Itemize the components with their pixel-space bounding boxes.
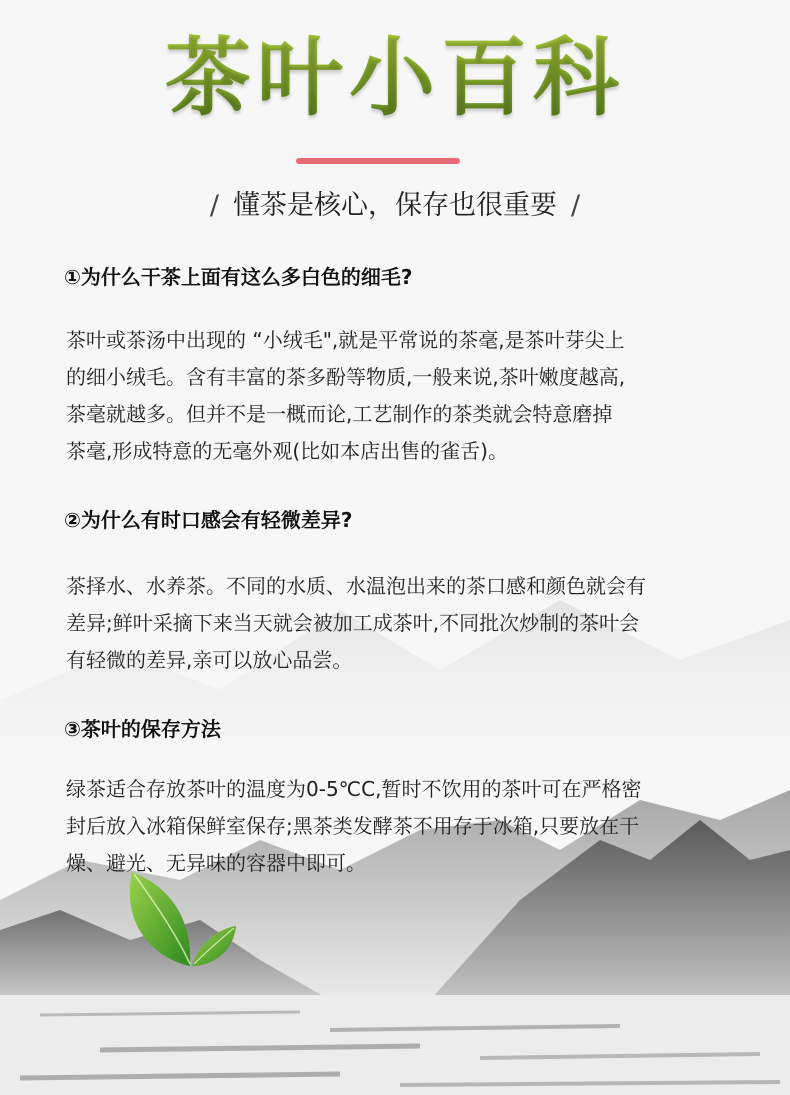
answer-2-paragraph [66, 568, 756, 679]
question-2-heading: ②为什么有时口感会有轻微差异? [64, 508, 353, 532]
page-title: 茶叶小百科 [0, 28, 790, 128]
answer-1-line: 茶毫,形成特意的无毫外观(比如本店出售的雀舌)。 [66, 439, 508, 463]
answer-1-paragraph [66, 322, 756, 470]
title-underline [296, 158, 460, 164]
subtitle [0, 186, 790, 226]
answer-3-line: 封后放入冰箱保鲜室保存;黑茶类发酵茶不用存于冰箱,只要放在干 [66, 814, 640, 838]
subtitle-text: 懂茶是核心，保存也很重要 [233, 190, 557, 221]
answer-1-line: 茶叶或茶汤中出现的 “小绒毛",就是平常说的茶毫,是茶叶芽尖上 [66, 328, 625, 352]
subtitle-slash-left: / [209, 190, 219, 221]
question-1-heading: ①为什么干茶上面有这么多白色的细毛? [64, 265, 413, 289]
answer-3-line: 燥、避光、无异味的容器中即可。 [66, 851, 366, 875]
answer-2-line: 差异;鲜叶采摘下来当天就会被加工成茶叶,不同批次炒制的茶叶会 [66, 611, 640, 635]
answer-1-line: 茶毫就越多。但并不是一概而论,工艺制作的茶类就会特意磨掉 [66, 402, 613, 426]
answer-2-line: 茶择水、水养茶。不同的水质、水温泡出来的茶口感和颜色就会有 [66, 574, 646, 598]
answer-3-line: 绿茶适合存放茶叶的温度为0-5℃C,暂时不饮用的茶叶可在严格密 [66, 777, 642, 801]
question-3-heading: ③茶叶的保存方法 [64, 717, 221, 741]
answer-2-line: 有轻微的差异,亲可以放心品尝。 [66, 648, 353, 672]
subtitle-slash-right: / [571, 190, 581, 221]
answer-3-paragraph [66, 771, 756, 882]
answer-1-line: 的细小绒毛。含有丰富的茶多酚等物质,一般来说,茶叶嫩度越高, [66, 365, 626, 389]
